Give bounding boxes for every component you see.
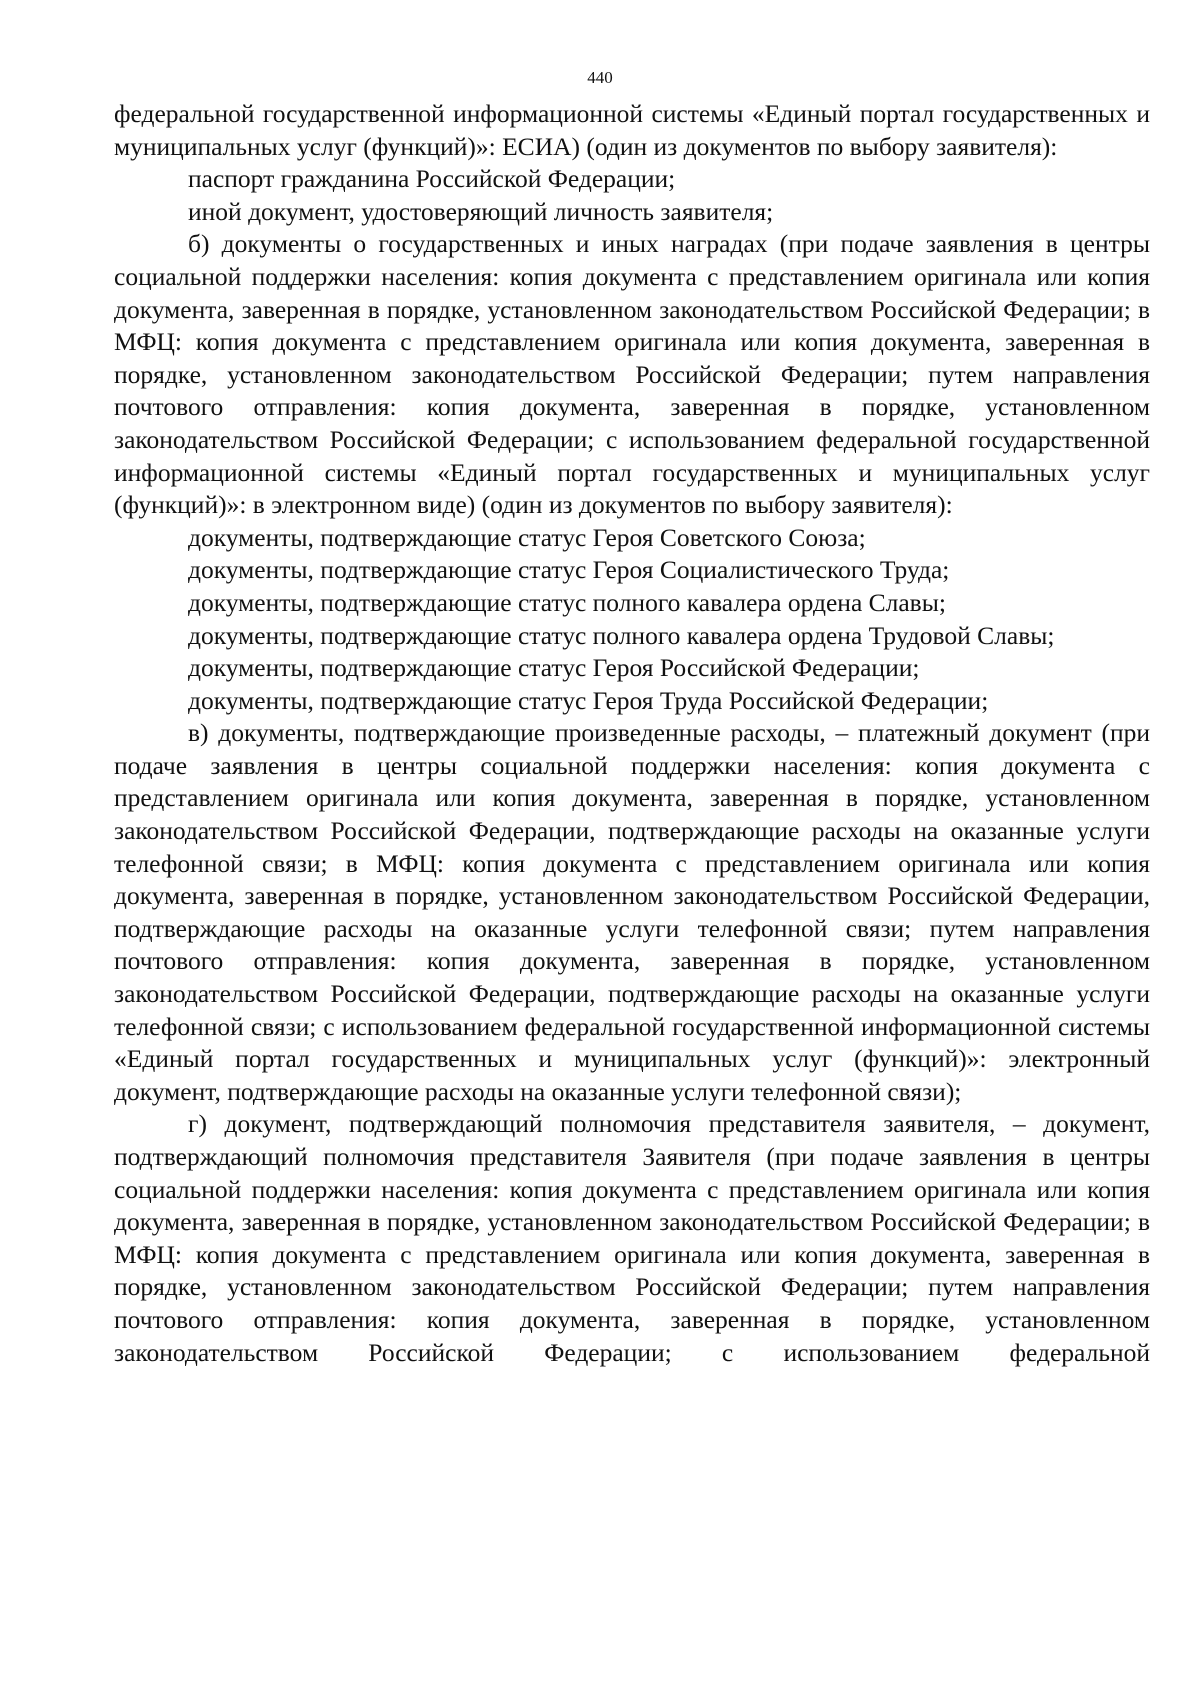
paragraph-b-awards-documents: б) документы о государственных и иных наградах (при подаче заявления в центры социальной поддержки населения: копия документа с представлением оригинала или копия документа, заверенная в порядке, установленном законодательством Российской Федерации; в МФЦ: копия документа с представлением оригинала или копия документа, заверенная в порядке, установленном законодательством Российской Федерации; путем направления почтового отправления: копия документа, заверенная в порядке, установленном законодательством Российской Федерации; с использованием федеральной государственной информационной системы «Единый портал государственных и муниципальных услуг (функций)»: в электронном виде) (один из документов по выбору заявителя): [114, 229, 1150, 520]
list-item-hero-soviet-union: документы, подтверждающие статус Героя Советского Союза; [188, 522, 866, 552]
document-body [114, 98, 1150, 1369]
list-item-hero-socialist-labour: документы, подтверждающие статус Героя Социалистического Труда; [188, 555, 950, 585]
list-item-order-of-labour-glory: документы, подтверждающие статус полного кавалера ордена Трудовой Славы; [188, 620, 1055, 650]
page-number: 440 [587, 68, 613, 87]
paragraph-v-expense-documents: в) документы, подтверждающие произведенные расходы, – платежный документ (при подаче заявления в центры социальной поддержки населения: копия документа с представлением оригинала или копия документа, заверенная в порядке, установленном законодательством Российской Федерации, подтверждающие расходы на оказанные услуги телефонной связи; в МФЦ: копия документа с представлением оригинала или копия документа, заверенная в порядке, установленном законодательством Российской Федерации, подтверждающие расходы на оказанные услуги телефонной связи; путем направления почтового отправления: копия документа, заверенная в порядке, установленном законодательством Российской Федерации, подтверждающие расходы на оказанные услуги телефонной связи; с использованием федеральной государственной информационной системы «Единый портал государственных и муниципальных услуг (функций)»: электронный документ, подтверждающие расходы на оказанные услуги телефонной связи); [114, 718, 1150, 1106]
paragraph-esia-continuation: федеральной государственной информационной системы «Единый портал государственных и муниципальных услуг (функций)»: ЕСИА) (один из документов по выбору заявителя): [114, 99, 1150, 161]
paragraph-other-id-document: иной документ, удостоверяющий личность заявителя; [188, 196, 774, 226]
paragraph-g-representative-authority: г) документ, подтверждающий полномочия представителя заявителя, – документ, подтверждающий полномочия представителя Заявителя (при подаче заявления в центры социальной поддержки населения: копия документа с представлением оригинала или копия документа, заверенная в порядке, установленном законодательством Российской Федерации; в МФЦ: копия документа с представлением оригинала или копия документа, заверенная в порядке, установленном законодательством Российской Федерации; путем направления почтового отправления: копия документа, заверенная в порядке, установленном законодательством Российской Федерации; с использованием федеральной [114, 1109, 1150, 1367]
paragraph-passport: паспорт гражданина Российской Федерации; [188, 164, 676, 194]
list-item-hero-russian-federation: документы, подтверждающие статус Героя Российской Федерации; [188, 653, 920, 683]
list-item-hero-of-labour: документы, подтверждающие статус Героя Труда Российской Федерации; [188, 685, 989, 715]
list-item-order-of-glory: документы, подтверждающие статус полного кавалера ордена Славы; [188, 587, 946, 617]
